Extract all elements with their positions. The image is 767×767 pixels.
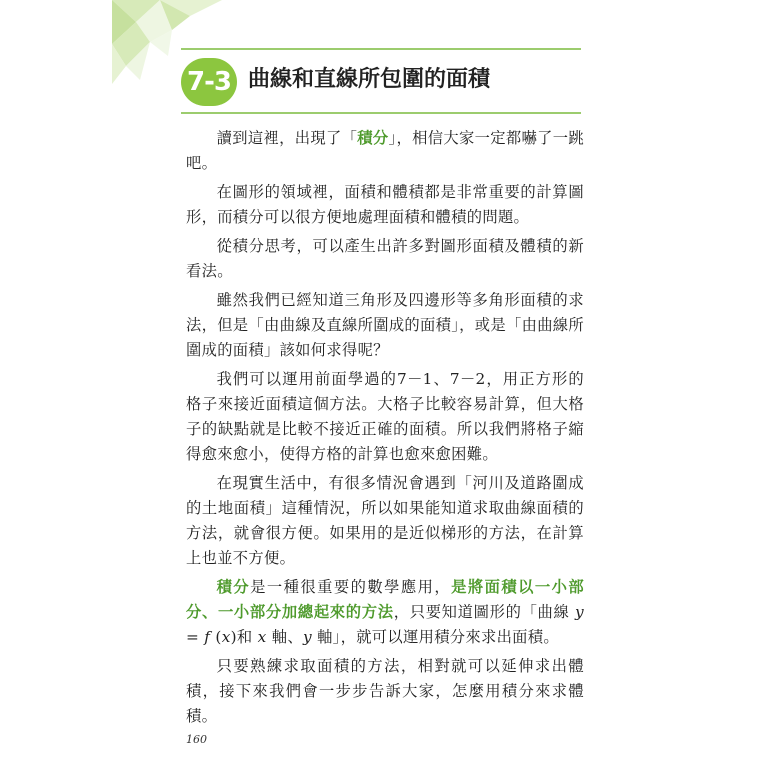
paragraph-3: 從積分思考，可以產生出許多對圖形面積及體積的新看法。	[186, 237, 584, 280]
section-title: 曲線和直線所包圍的面積	[248, 67, 491, 92]
paragraph-4: 雖然我們已經知道三角形及四邊形等多角形面積的求法，但是「由曲線及直線所圍成的面積」，或是「由曲線所圍成的面積」該如何求得呢？	[186, 291, 584, 359]
body-text	[186, 126, 584, 733]
section-number-badge: 7-3	[181, 58, 237, 106]
paragraph-1: 讀到這裡，出現了「積分」，相信大家一定都嚇了一跳吧。	[186, 129, 584, 172]
paragraph-8: 只要熟練求取面積的方法，相對就可以延伸求出體積，接下來我們會一步步告訴大家，怎麼用積分來求體積。	[186, 657, 584, 725]
paragraph-5: 我們可以運用前面學過的7－1、7－2，用正方形的格子來接近面積這個方法。大格子比較容易計算，但大格子的缺點就是比較不接近正確的面積。所以我們將格子縮得愈來愈小，使得方格的計算也愈來愈困難。	[186, 370, 584, 463]
header-top-rule	[181, 48, 581, 50]
highlight-term: 積分	[216, 578, 251, 596]
paragraph-7: 積分是一種很重要的數學應用，是將面積以一小部分、一小部分加總起來的方法，只要知道圖形的「曲線 y = f (x)和 x 軸、y 軸」，就可以運用積分來求出面積。	[186, 578, 584, 646]
highlight-phrase: 是將面積以一小部分、一小部分加總起來的方法	[186, 578, 584, 621]
paragraph-6: 在現實生活中，有很多情況會遇到「河川及道路圍成的土地面積」這種情況，所以如果能知道求取曲線面積的方法，就會很方便。如果用的是近似梯形的方法，在計算上也並不方便。	[186, 474, 584, 567]
page-number: 160	[186, 733, 207, 746]
paragraph-2: 在圖形的領域裡，面積和體積都是非常重要的計算圖形，而積分可以很方便地處理面積和體積的問題。	[186, 183, 584, 226]
header-bottom-rule	[181, 112, 581, 114]
highlight-term: 積分	[357, 129, 389, 147]
